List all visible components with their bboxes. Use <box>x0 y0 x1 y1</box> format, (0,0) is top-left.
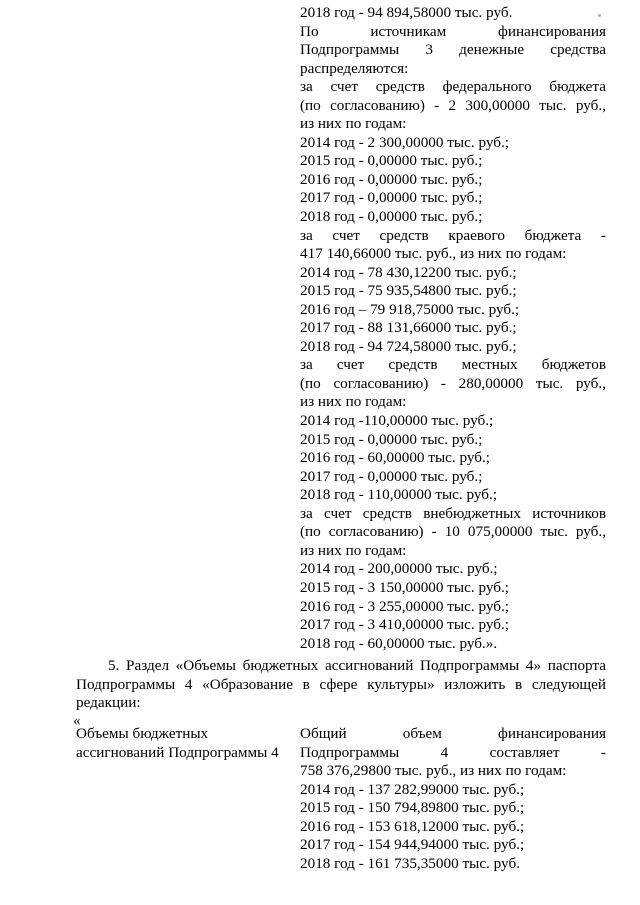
text-line: из них по годам: <box>300 115 407 133</box>
text-line: 2014 год - 78 430,12200 тыс. руб.; <box>300 263 517 281</box>
text-line: 2014 год - 2 300,00000 тыс. руб.; <box>300 133 509 151</box>
text-line: 2015 год - 0,00000 тыс. руб.; <box>300 430 483 448</box>
subprogram3-funding-block <box>300 4 606 653</box>
text-line: 2018 год - 0,00000 тыс. руб.; <box>300 208 483 226</box>
text-line: 2016 год - 153 618,12000 тыс. руб.; <box>300 817 525 835</box>
text-line: 2017 год - 0,00000 тыс. руб.; <box>300 189 483 207</box>
text-line: 2017 год - 88 131,66000 тыс. руб.; <box>300 319 517 337</box>
text-line: 2016 год - 3 255,00000 тыс. руб.; <box>300 597 509 615</box>
text-line: 2014 год - 200,00000 тыс. руб.; <box>300 560 498 578</box>
text-line: 2015 год - 0,00000 тыс. руб.; <box>300 152 483 170</box>
text-line: распределяются: <box>300 59 409 77</box>
text-line: 2017 год - 154 944,94000 тыс. руб.; <box>300 836 525 854</box>
text-line: 2018 год - 60,00000 тыс. руб.». <box>300 634 498 652</box>
text-line: 2015 год - 150 794,89800 тыс. руб.; <box>300 799 525 817</box>
text-line: 417 140,66000 тыс. руб., из них по годам: <box>300 245 567 263</box>
text-line: 2018 год - 94 724,58000 тыс. руб.; <box>300 337 517 355</box>
table-left-line: ассигнований Подпрограммы 4 <box>76 743 279 761</box>
table-right-cell <box>300 725 606 873</box>
text-line: Подпрограммы 4 составляет - <box>300 743 606 761</box>
table-left-line: Объемы бюджетных <box>76 725 209 742</box>
text-line: за счет средств федерального бюджета <box>300 78 606 96</box>
opening-quote: « <box>73 712 81 729</box>
text-line: 2017 год - 3 410,00000 тыс. руб.; <box>300 616 509 634</box>
text-line: (по согласованию) - 280,00000 тыс. руб., <box>300 374 606 392</box>
text-line: (по согласованию) - 10 075,00000 тыс. руб., <box>300 523 606 541</box>
text-line: 2015 год - 75 935,54800 тыс. руб.; <box>300 282 517 300</box>
text-line: 2016 год – 79 918,75000 тыс. руб.; <box>300 300 520 318</box>
text-line: 2014 год -110,00000 тыс. руб.; <box>300 412 494 430</box>
text-line: 2014 год - 137 282,99000 тыс. руб.; <box>300 780 525 798</box>
text-line: 2018 год - 161 735,35000 тыс. руб. <box>300 854 520 872</box>
text-line: По источникам финансирования <box>300 22 606 40</box>
text-line: 2017 год - 0,00000 тыс. руб.; <box>300 467 483 485</box>
text-line: 2018 год - 94 894,58000 тыс. руб. <box>300 4 513 21</box>
text-line: (по согласованию) - 2 300,00000 тыс. руб., <box>300 96 606 114</box>
text-line: из них по годам: <box>300 541 407 559</box>
text-line: за счет средств местных бюджетов <box>300 356 606 374</box>
section-5-paragraph: 5. Раздел «Объемы бюджетных ассигнований Подпрограммы 4» паспорта Подпрограммы 4 «Образование в сфере культуры» изложить в следующей редакции: <box>76 657 606 711</box>
text-line: за счет средств внебюджетных источников <box>300 504 606 522</box>
text-line: 2016 год - 0,00000 тыс. руб.; <box>300 170 483 188</box>
text-line: 2016 год - 60,00000 тыс. руб.; <box>300 449 491 467</box>
text-line: 2018 год - 110,00000 тыс. руб.; <box>300 486 498 504</box>
table-left-cell <box>76 725 286 762</box>
text-line: Подпрограммы 3 денежные средства <box>300 41 606 59</box>
text-line: за счет средств краевого бюджета - <box>300 226 606 244</box>
text-line: 758 376,29800 тыс. руб., из них по годам: <box>300 762 567 780</box>
text-line: 2015 год - 3 150,00000 тыс. руб.; <box>300 578 509 596</box>
text-line: Общий объем финансирования <box>300 725 606 742</box>
text-line: из них по годам: <box>300 393 407 411</box>
